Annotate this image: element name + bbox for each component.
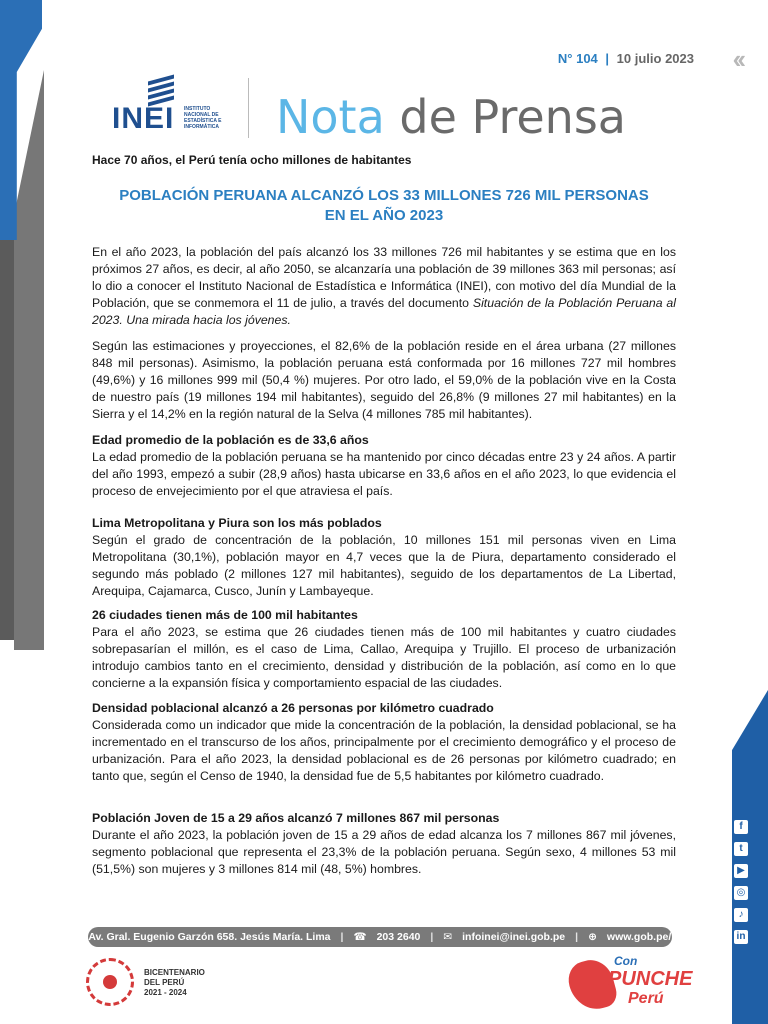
instagram-icon[interactable]: ◎ [734,886,748,900]
press-release-meta [558,51,694,66]
social-icons [734,820,752,944]
logo-small-text: INSTITUTO NACIONAL DE ESTADÍSTICA E INFORMÁTICA [184,106,222,130]
twitter-icon[interactable]: t [734,842,748,856]
section-heading: Edad promedio de la población es de 33,6 años [92,433,369,447]
linkedin-icon[interactable]: in [734,930,748,944]
section-text: Según el grado de concentración de la población, 10 millones 151 mil personas viven en Lima Metropolitana (30,1%), población mayor en 4,7 veces que la de Piura, departamento considerado el segundo más poblado (2 millones 127 mil habitantes), seguido de los departamentos de La Libertad, Arequipa, Cajamarca, Cusco, Junín y Lambayeque. [92,533,676,598]
section-cities [92,607,676,692]
bicentenario-emblem-icon [86,958,134,1006]
release-date: 10 julio 2023 [616,51,694,66]
contact-bar: ⚲ Av. Gral. Eugenio Garzón 658. Jesús María. Lima | ☎ 203 2640 | ✉ infoinei@inei.gob.pe | ⊕ www.gob.pe/inei [88,927,672,947]
headline: POBLACIÓN PERUANA ALCANZÓ LOS 33 MILLONES 726 MIL PERSONAS EN EL AÑO 2023 [119,187,649,224]
section-heading: Densidad poblacional alcanzó a 26 personas por kilómetro cuadrado [92,701,494,715]
logo-bars-icon [148,74,174,104]
paragraph-1: En el año 2023, la población del país alcanzó los 33 millones 726 mil habitantes y se estima que en los próximos 27 años, es decir, al año 2050, se alcanzaría una población de 39 millones 363 mil personas; así lo dio a conocer el Instituto Nacional de Estadística e Informática (INEI), con motivo del día Mundial de la Población, que se conmemora el 11 de julio, a través del documento Situación de la Población Peruana al 2023. Una mirada hacia los jóvenes. [92,245,677,327]
section-text: La edad promedio de la población peruana se ha mantenido por cinco décadas entre 23 y 24 años. A partir del año 1993, empezó a subir (28,9 años) hasta ubicarse en 33,6 años en el año 2023, lo que evidencia el proceso de envejecimiento por el que atraviesa el país. [92,450,676,498]
meta-separator: | [605,51,610,66]
location-icon: ⚲ [70,931,79,943]
section-lima-piura [92,515,676,600]
section-density [92,700,676,785]
section-text: Durante el año 2023, la población joven de 15 a 29 años de edad alcanza los 7 millones 867 mil jóvenes, segmento poblacional que representa el 23,3% de la población peruana. Según sexo, 4 millones 53 mil (51,5%) son mujeres y 3 millones 814 mil (48, 5%) hombres. [92,828,676,876]
section-text: Para el año 2023, se estima que 26 ciudades tienen más de 100 mil habitantes y cuatro ciudades sobrepasarían el millón, es el caso de Lima, Callao, Arequipa y Trujillo. El proceso de urbanización introdujo cambios tanto en el crecimiento, densidad y distribución de la población, así como en lo que concierne a la expansión física y comportamiento espacial de las ciudades. [92,625,676,690]
mail-icon: ✉ [443,931,453,943]
email-link[interactable]: infoinei@inei.gob.pe [462,931,566,943]
logo-word: INEI [112,102,175,135]
section-heading: Lima Metropolitana y Piura son los más poblados [92,516,382,530]
con-punche-peru-logo: Con PUNCHE Perú [570,954,680,1014]
header-divider [248,78,249,138]
page-title: Nota de Prensa [276,90,626,144]
inei-logo [112,74,232,136]
release-number: N° 104 [557,51,598,66]
address-text: Av. Gral. Eugenio Garzón 658. Jesús María. Lima [88,931,331,943]
phone-icon: ☎ [353,931,367,943]
phone-text: 203 2640 [376,931,421,943]
paragraph-2: Según las estimaciones y proyecciones, el 82,6% de la población reside en el área urbana (27 millones 848 mil personas). Asimismo, la población peruana está conformada por 16 millones 727 mil hombres (49,6%) y 16 millones 999 mil (50,4 %) mujeres. Por otro lado, el 59,0% de la población vive en la Costa de nuestro país (19 millones 194 mil habitantes), seguido del 26,8% (9 millones 27 mil habitantes) en la Sierra y el 14,2% en la región natural de la Selva (4 millones 785 mil habitantes). [92,339,676,421]
section-heading: Población Joven de 15 a 29 años alcanzó 7 millones 867 mil personas [92,811,500,825]
section-youth [92,810,676,878]
section-text: Considerada como un indicador que mide la concentración de la población, la densidad poblacional, se ha incrementado en el transcurso de los años, principalmente por el crecimiento demográfico y el proceso de urbanización. Para el año 2023, la densidad poblacional es de 26 personas por kilómetro cuadrado; en tanto que, según el Censo de 1940, la densidad fue de 5,5 habitantes por kilómetro cuadrado. [92,718,676,783]
kicker: Hace 70 años, el Perú tenía ocho millones de habitantes [92,153,412,167]
globe-icon: ⊕ [588,931,597,943]
section-age [92,432,676,500]
youtube-icon[interactable]: ▶ [734,864,748,878]
facebook-icon[interactable]: f [734,820,748,834]
bicentenario-logo: BICENTENARIO DEL PERÚ 2021 - 2024 [86,958,236,1008]
section-heading: 26 ciudades tienen más de 100 mil habitantes [92,608,358,622]
chevrons-left-icon: ‹‹ [732,44,742,74]
web-link[interactable]: www.gob.pe/inei [606,931,690,943]
tiktok-icon[interactable]: ♪ [734,908,748,922]
left-decorative-band [0,0,42,640]
